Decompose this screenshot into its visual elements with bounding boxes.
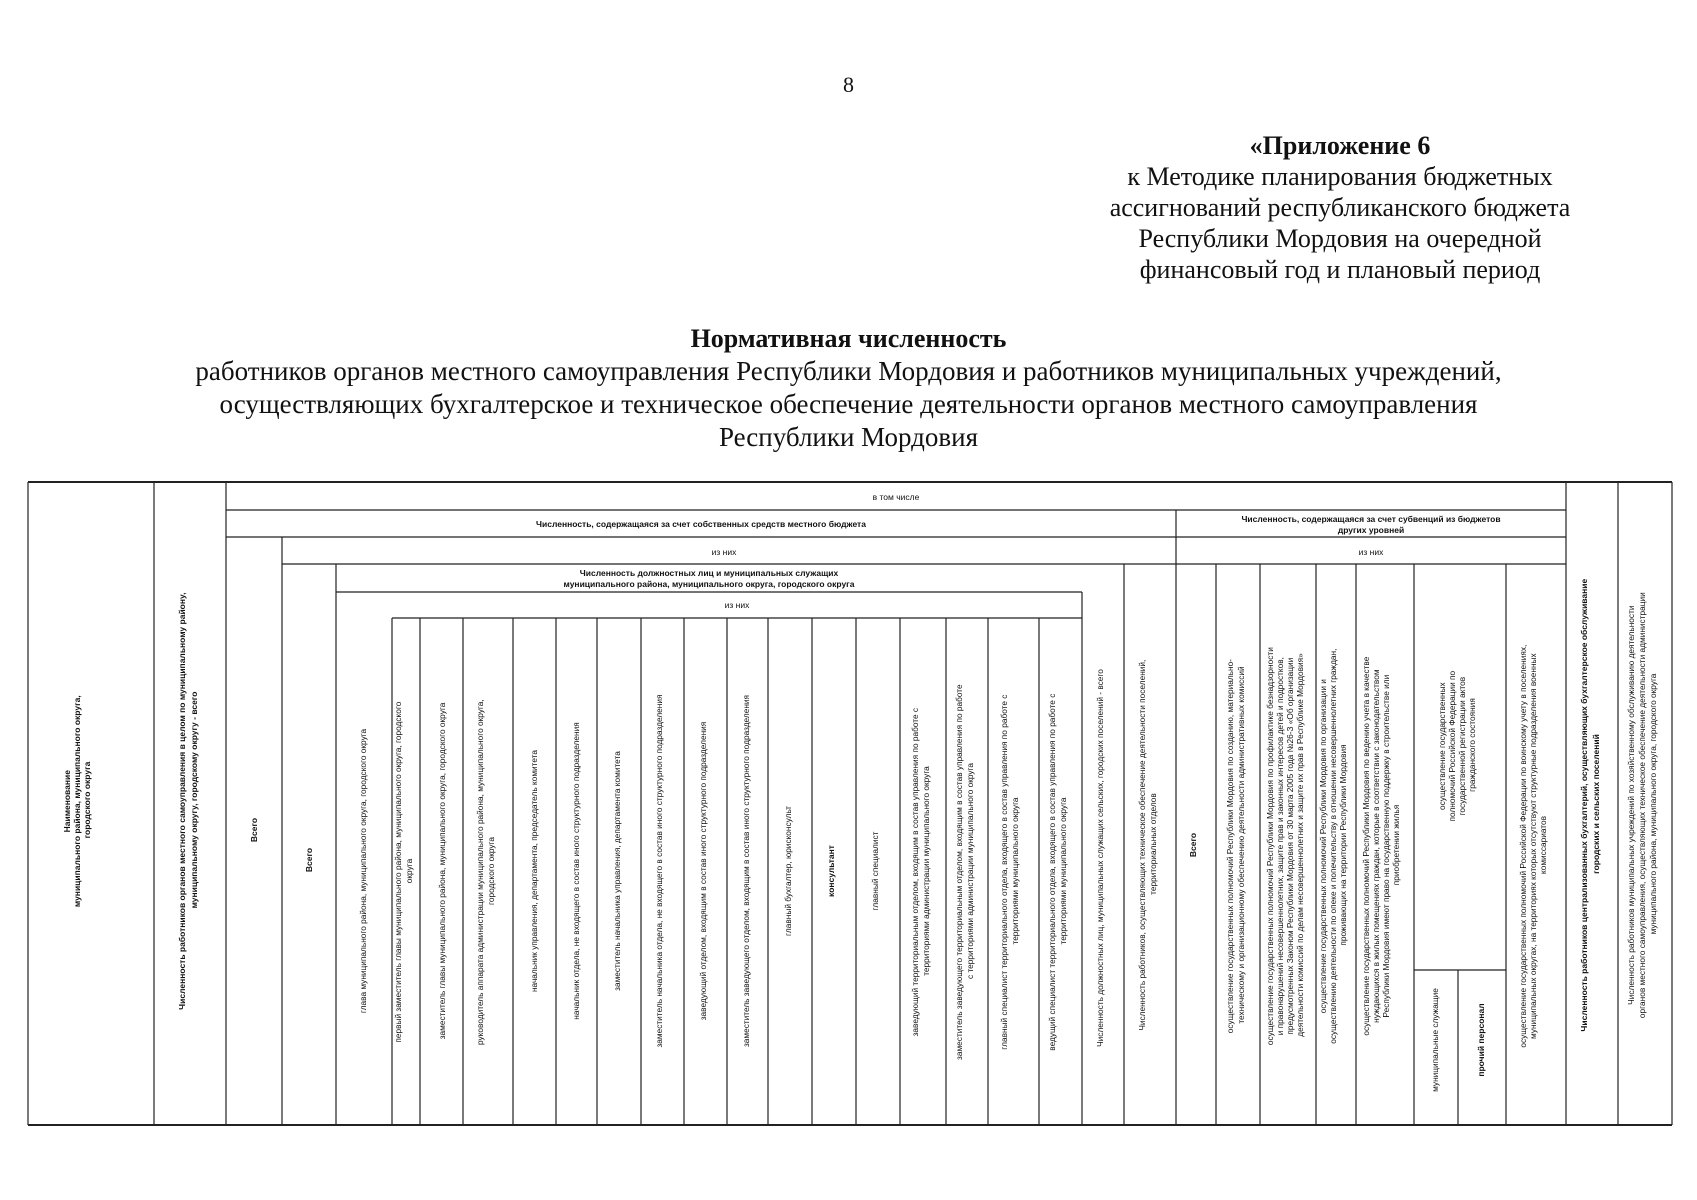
title-line: Республики Мордовия (718, 422, 979, 452)
col-deputy-dept-head: заместитель начальника управления, департамента комитета (612, 751, 622, 991)
page-number: 8 (843, 72, 854, 97)
col-admin-commissions: осуществление государственных полномочий Республики Мордовия по созданию, материально- техническому и организационному обеспечению деятельности административных комиссий (1225, 659, 1246, 1034)
col-sub-total: Всего (1188, 832, 1198, 858)
col-total-staff: Численность работников органов местного самоуправления в целом по муниципальному району, муниципальному округу, городскому округу - всего (177, 592, 199, 1010)
header-of-them-sub: из них (1358, 547, 1384, 557)
col-division-head: начальник отдела, не входящего в состав иного структурного подразделения (571, 722, 581, 1020)
title-line: осуществляющих бухгалтерское и техническое обеспечение деятельности органов местного самоуправления (219, 389, 1478, 419)
appendix-line: Республики Мордовия на очередной (1138, 224, 1542, 253)
header-of-them-officials: из них (724, 600, 750, 610)
col-own-total: Всего (249, 817, 259, 843)
col-section-head: заведующий отделом, входящим в состав иного структурного подразделения (698, 721, 708, 1021)
col-territorial-chief-specialist: главный специалист территориального отдела, входящего в состав управления по работе с территориями муниципального округа (999, 694, 1020, 1050)
col-territorial-head: заведующий территориальным отделом, входящим в состав управления по работе с территориями администрации муниципального округа (910, 707, 931, 1037)
title-line: работников органов местного самоуправления Республики Мордовия и работников муниципальных учреждений, (195, 356, 1502, 386)
col-deputy: заместитель главы муниципального района, муниципального округа, городского округа (437, 702, 447, 1040)
col-territorial-lead-specialist: ведущий специалист территориального отдела, входящего в состав управления по работе с территориями муниципального округа (1047, 693, 1068, 1051)
appendix-line: ассигнований республиканского бюджета (1109, 193, 1571, 222)
header-of-them: из них (711, 547, 737, 557)
title-main: Нормативная численность (690, 324, 1007, 353)
col-head-apparatus: руководитель аппарата администрации муниципального района, муниципального округа, городского округа (475, 699, 496, 1045)
header-subventions: Численность, содержащаяся за счет субвенций из бюджетов (1241, 514, 1501, 524)
col-first-deputy: первый заместитель главы муниципального района, муниципального округа, городского округа (393, 701, 414, 1043)
header-own-funds: Численность, содержащаяся за счет собственных средств местного бюджета (536, 519, 866, 529)
col-head: глава муниципального района, муниципального округа, городского округа (358, 728, 368, 1014)
col-dept-head: начальник управления, департамента, председатель комитета (529, 749, 539, 993)
appendix-line: к Методике планирования бюджетных (1127, 162, 1553, 191)
col-officials-total: Всего (304, 847, 314, 873)
col-municipal-employees: муниципальные служащие (1430, 988, 1440, 1092)
col-territorial-deputy: заместитель заведующего территориальным отделом, входящим в состав управления по работе с территориями администрации муниципального округа (954, 684, 975, 1060)
col-other-staff: прочий персонал (1476, 1003, 1486, 1077)
col-settlement-officials: Численность должностных лиц, муниципальных служащих сельских, городских поселений - всего (1095, 669, 1105, 1047)
appendix-line: финансовый год и плановый период (1139, 255, 1541, 284)
header-subventions-2: других уровней (1337, 525, 1405, 535)
header-in-total: в том числе (872, 492, 920, 502)
col-technical-staff: Численность работников, осуществляющих техническое обеспечение деятельности поселений, территориальных отделов (1137, 659, 1158, 1031)
col-maintenance-staff: Численность работников муниципальных учреждений по хозяйственному обслуживанию деятельности органов местного самоуправления, осуществляющих техническое обеспечение деятельности администрации муниципального района, муниципального округа, городского округа (1626, 592, 1658, 1019)
col-minors-commissions: осуществление государственных полномочий Республики Мордовия по профилактике безнадзорности и правонарушений несовершеннолетних, защите прав и законных интересов детей и подростков, предусмотренных Законом Республики Мордовия от 30 марта 2005 года №26-З «Об организации деятельности комиссий по делам несовершеннолетних и защите их прав в Республике Мордовия» (1265, 647, 1305, 1046)
col-guardianship: осуществление государственных полномочий Республики Мордовия по организации и осуществлению деятельности по опеке и попечительству в отношении несовершеннолетних граждан, проживающих на территории Республики Мордовия (1318, 648, 1348, 1044)
col-name: Наименование муниципального района, муниципального округа, городского округа (62, 695, 92, 908)
col-civil-registry: осуществление государственных полномочий Российской Федерации по государственной регистрации актов гражданского состояния (1437, 670, 1477, 822)
col-chief-accountant: главный бухгалтер, юрисконсульт (783, 806, 793, 936)
col-central-accounting: Численность работников централизованных бухгалтерий, осуществляющих бухгалтерское обслуживание городских и сельских поселений (1579, 578, 1601, 1032)
appendix-title: «Приложение 6 (1249, 131, 1431, 160)
col-deputy-division-head: заместитель начальника отдела, не входящего в состав иного структурного подразделения (654, 694, 664, 1048)
col-housing-registry: осуществление государственных полномочий Республики Мордовия по ведению учета в качестве нуждающихся в жилых помещениях граждан, которые в соответствии с законодательством Республики Мордовия имеют право на государственную поддержку в строительстве или приобретении жилья (1361, 656, 1401, 1036)
col-chief-specialist: главный специалист (870, 831, 880, 911)
col-deputy-section-head: заместитель заведующего отделом, входящим в состав иного структурного подразделения (741, 694, 751, 1048)
col-military-registration: осуществление государственных полномочий Российской Федерации по воинскому учету в поселениях, муниципальных округах, на территориях которых отсутствуют структурные подразделения военных комиссариатов (1518, 644, 1548, 1048)
header-officials-2: муниципального района, муниципального округа, городского округа (563, 579, 855, 589)
header-officials: Численность должностных лиц и муниципальных служащих (579, 568, 839, 578)
col-consultant: консультант (826, 845, 836, 897)
